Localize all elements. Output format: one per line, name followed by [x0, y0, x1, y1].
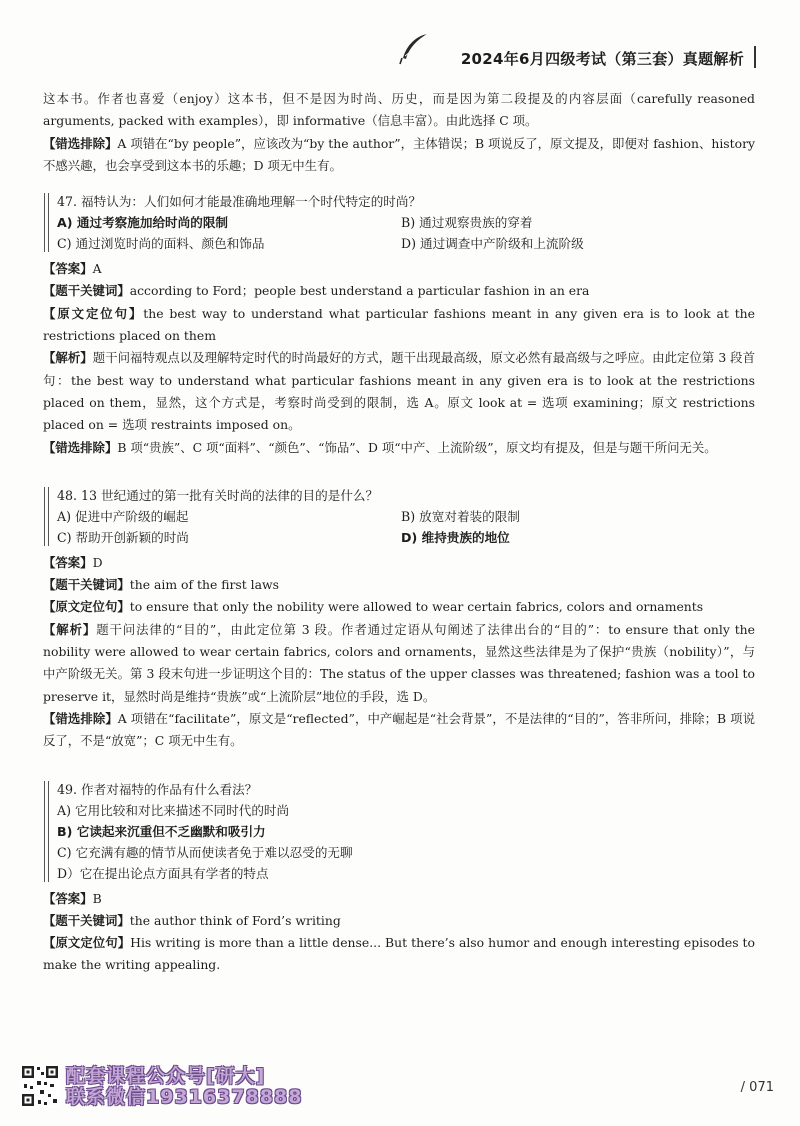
promo-line-2: 联系微信19316378888 [66, 1086, 303, 1108]
analysis-text: 题干问法律的“目的”，由此定位第 3 段。作者通过定语从句阐述了法律出台的“目的”：to ensure that only the nobility were allowed to wear certain fabrics, colors and ornaments，显然这些法律是为了保护“贵族（nobility）”，与中产阶级无关。第 3 段末句进一步证明这个目的：The status of the upper classes was threatened; fashion was a tool to preserve it，显然时尚是维持“贵族”或“上流阶层”地位的手段，选 D。 [43, 621, 755, 704]
analysis-48 [43, 619, 755, 708]
promo-text [66, 1066, 302, 1108]
analysis-47 [43, 347, 755, 436]
answer-tag: 【答案】 [43, 890, 93, 906]
option-a: A) 促进中产阶级的崛起 [57, 508, 189, 524]
location-47 [43, 303, 755, 348]
option-b: B) 放宽对着装的限制 [401, 508, 520, 524]
question-stem: 49. 作者对福特的作品有什么看法？ [57, 781, 258, 797]
question-stem: 47. 福特认为：人们如何才能最准确地理解一个时代特定的时尚？ [57, 194, 422, 210]
location-text: to ensure that only the nobility were allowed to wear certain fabrics, colors and ornaments [129, 599, 704, 615]
answer-tag: 【答案】 [43, 261, 93, 277]
elim-text: B 项“贵族”、C 项“面料”、“颜色”、“饰品”、D 项“中产、上流阶级”，原文均有提及，但是与题干所问无关。 [117, 439, 717, 455]
elimination-47 [43, 437, 755, 459]
option-b: B) 通过观察贵族的穿着 [401, 215, 533, 231]
page-header [400, 40, 756, 76]
options-grid [57, 506, 755, 548]
location-48 [43, 596, 755, 618]
analysis-tag: 【解析】 [43, 621, 97, 637]
location-tag: 【原文定位句】 [43, 305, 144, 321]
question-48 [43, 485, 755, 548]
keywords-49 [43, 910, 755, 932]
header-title: 2024年6月四级考试（第三套）真题解析 [460, 50, 744, 68]
answer-tag: 【答案】 [43, 554, 93, 570]
option-c: C) 通过浏览时尚的面料、颜色和饰品 [57, 236, 265, 252]
answer-48 [43, 552, 755, 574]
question-stem: 48. 13 世纪通过的第一批有关时尚的法律的目的是什么？ [57, 487, 379, 503]
option-c: C) 帮助开创新颖的时尚 [57, 529, 189, 545]
header-divider [754, 46, 756, 68]
elim-tag: 【错选排除】 [43, 135, 118, 151]
analysis-tag: 【解析】 [43, 350, 93, 366]
keywords-47 [43, 280, 755, 302]
option-d: D) 维持贵族的地位 [401, 529, 510, 545]
location-text: the best way to understand what particular fashions meant in any given era is to look at the restrictions placed on them [43, 305, 755, 344]
answer-value: A [92, 261, 102, 277]
qr-code-icon[interactable] [20, 1064, 60, 1108]
intro-paragraph: 这本书。作者也喜爱（enjoy）这本书，但不是因为时尚、历史，而是因为第二段提及的内容层面（carefully reasoned arguments, packed with examples），即 informative（信息丰富）。由此选择 C 项。 [43, 91, 755, 129]
option-c: C) 它充满有趣的情节从而使读者免于难以忍受的无聊 [57, 844, 353, 860]
page-footer [20, 1064, 780, 1114]
intro-elimination [43, 133, 755, 178]
elim-text: A 项错在“by people”，应该改为“by the author”，主体错误；B 项说反了，原文提及，即便对 fashion、history 不感兴趣，也会享受到这本书的乐趣；D 项无中生有。 [43, 135, 756, 173]
keywords-text: the aim of the first laws [129, 577, 279, 593]
keywords-text: the author think of Ford’s writing [129, 912, 341, 928]
keywords-tag: 【题干关键词】 [43, 283, 130, 299]
option-b: B) 它读起来沉重但不乏幽默和吸引力 [57, 823, 266, 839]
analysis-text: 题干问福特观点以及理解特定时代的时尚最好的方式，题干出现最高级，原文必然有最高级与之呼应。由此定位第 3 段首句：the best way to understand what particular fashions meant in any given era is to look at the restrictions placed on them，显然，这个方式是，考察时尚受到的限制，选 A。原文 look at = 选项 examining；原文 restrictions placed on = 选项 restraints imposed on。 [43, 350, 756, 433]
location-tag: 【原文定位句】 [43, 599, 130, 615]
location-tag: 【原文定位句】 [43, 935, 131, 951]
page-number: / 071 [740, 1080, 774, 1095]
answer-47 [43, 258, 755, 280]
location-text: His writing is more than a little dense... But there’s also humor and enough interesting episodes to make the writing appealing. [43, 935, 756, 973]
elim-text: A 项错在“facilitate”，原文是“reflected”，中产崛起是“社会背景”，不是法律的“目的”，答非所问，排除；B 项说反了，不是“放宽”；C 项无中生有。 [43, 710, 756, 749]
answer-49 [43, 888, 755, 910]
question-49 [43, 779, 755, 884]
elim-tag: 【错选排除】 [43, 710, 118, 726]
option-a: A) 它用比较和对比来描述不同时代的时尚 [57, 802, 290, 818]
promo-line-1: 配套课程公众号[研大] [66, 1065, 266, 1087]
location-49 [43, 932, 755, 977]
keywords-tag: 【题干关键词】 [43, 577, 130, 593]
option-d: D) 通过调查中产阶级和上流阶级 [401, 236, 584, 252]
options-grid [57, 212, 755, 254]
quill-pen-icon [397, 32, 431, 70]
options-list [57, 800, 755, 884]
keywords-tag: 【题干关键词】 [43, 912, 130, 928]
elimination-48 [43, 708, 755, 753]
option-d: D）它在提出论点方面具有学者的特点 [57, 865, 269, 881]
option-a: A) 通过考察施加给时尚的限制 [57, 215, 229, 231]
elim-tag: 【错选排除】 [43, 439, 118, 455]
page-content [43, 88, 755, 977]
question-47 [43, 191, 755, 254]
keywords-48 [43, 574, 755, 596]
answer-value: B [92, 890, 102, 906]
keywords-text: according to Ford；people best understand a particular fashion in an era [129, 283, 590, 299]
answer-value: D [92, 554, 103, 570]
